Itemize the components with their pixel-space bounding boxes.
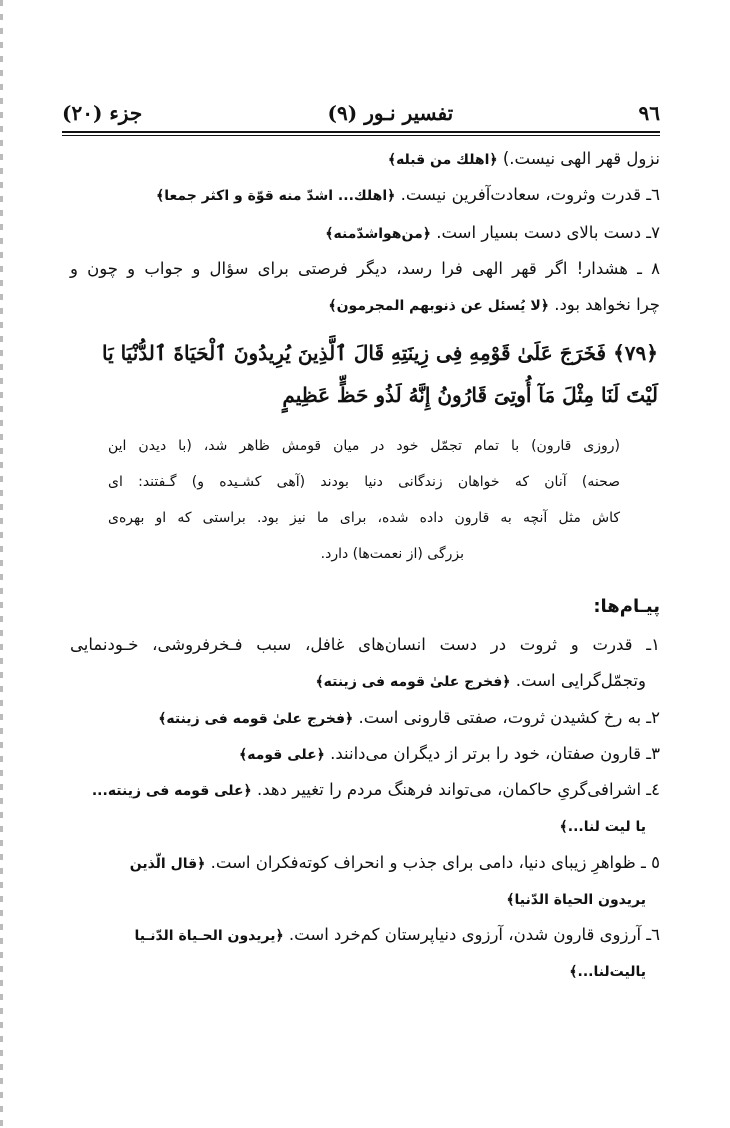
part-label: جزء (۲۰) [62, 101, 143, 125]
page-number: ۹٦ [638, 101, 660, 125]
header-rule-thin [62, 135, 660, 136]
list-item: نزول قهر الهی نیست.) ﴿اهلك من قبله﴾ [387, 149, 660, 168]
message-item: ٦ـ آرزوی قارون شدن، آرزوی دنیاپرستان کم‌خرد است. ﴿یریدون الحـیاة الدّنـیا [134, 925, 660, 944]
message-item: ۲ـ به رخ کشیدن ثروت، صفتی قارونی است. ﴿فخرج علیٰ قومه فی زینته﴾ [158, 708, 660, 727]
message-item: ٥ ـ ظواهرِ زیبای دنیا، دامی برای جذب و انحراف کوته‌فکران است. ﴿قال الّذین [129, 853, 660, 872]
scan-edge-marks [0, 0, 3, 1128]
list-item: چرا نخواهد بود. ﴿لا یُسئل عن ذنوبهم المجرمون﴾ [328, 295, 660, 314]
message-item-continuation: یالیت‌لنا...﴾ [569, 964, 646, 980]
translation-line: (روزی قارون) با تمام تجمّل خود در میان قومش ظاهر شد، (با دیدن این [108, 438, 620, 454]
message-item-continuation: یا لیت لنا...﴾ [559, 819, 646, 835]
message-item: ۱ـ قدرت و ثروت در دست انسان‌های غافل، سبب فـخرفروشی، خـودنمایی [70, 635, 660, 654]
list-item: ٦ـ قدرت وثروت، سعادت‌آفرین نیست. ﴿اهلك... اشدّ منه قوّة و اکثر جمعا﴾ [156, 185, 660, 204]
message-item: ٤ـ اشرافی‌گریِ حاکمان، می‌تواند فرهنگ مردم را تغییر دهد. ﴿علی قومه فی زینته... [91, 780, 660, 799]
list-item: ۸ ـ هشدار! اگر قهر الهی فرا رسد، دیگر فرصتی برای سؤال و جواب و چون و [70, 259, 660, 278]
verse-line-2: لَيْتَ لَنَا مِثْلَ مَآ أُوتِىَ قَارُونُ إِنَّهُ لَذُو حَظٍّ عَظِيمٍ [282, 383, 658, 407]
verse-line-1: ﴿۷۹﴾ فَخَرَجَ عَلَىٰ قَوْمِهِ فِى زِينَتِهِ قَالَ ٱلَّذِينَ يُرِيدُونَ ٱلْحَيَاةَ ٱلدُّنْيَا يَا [101, 341, 658, 365]
translation-line: کاش مثل آنچه به قارون داده شده، برای ما نیز بود. براستی که او بهره‌ی [108, 510, 620, 526]
translation-line: صحنه) آنان که خواهان زندگانی دنیا بودند (آهی کشـیده و) گـفتند: ای [108, 474, 620, 490]
list-item: ۷ـ دست بالای دست بسیار است. ﴿من‌هواشدّمنه﴾ [325, 223, 660, 242]
message-item: ۳ـ قارون صفتان، خود را برتر از دیگران می‌دانند. ﴿علی قومه﴾ [239, 744, 660, 763]
page-header [62, 96, 660, 130]
book-title: تفسیر نـور (۹) [327, 101, 454, 125]
message-item-continuation: یریدون الحیاة الدّنیا﴾ [506, 892, 646, 908]
messages-heading: پیـام‌ها: [593, 596, 660, 617]
header-rule [62, 131, 660, 133]
message-item: وتجمّل‌گرایی است. ﴿فخرج علیٰ قومه فی زینته﴾ [315, 671, 646, 690]
translation-line: بزرگی (از نعمت‌ها) دارد. [320, 546, 464, 562]
